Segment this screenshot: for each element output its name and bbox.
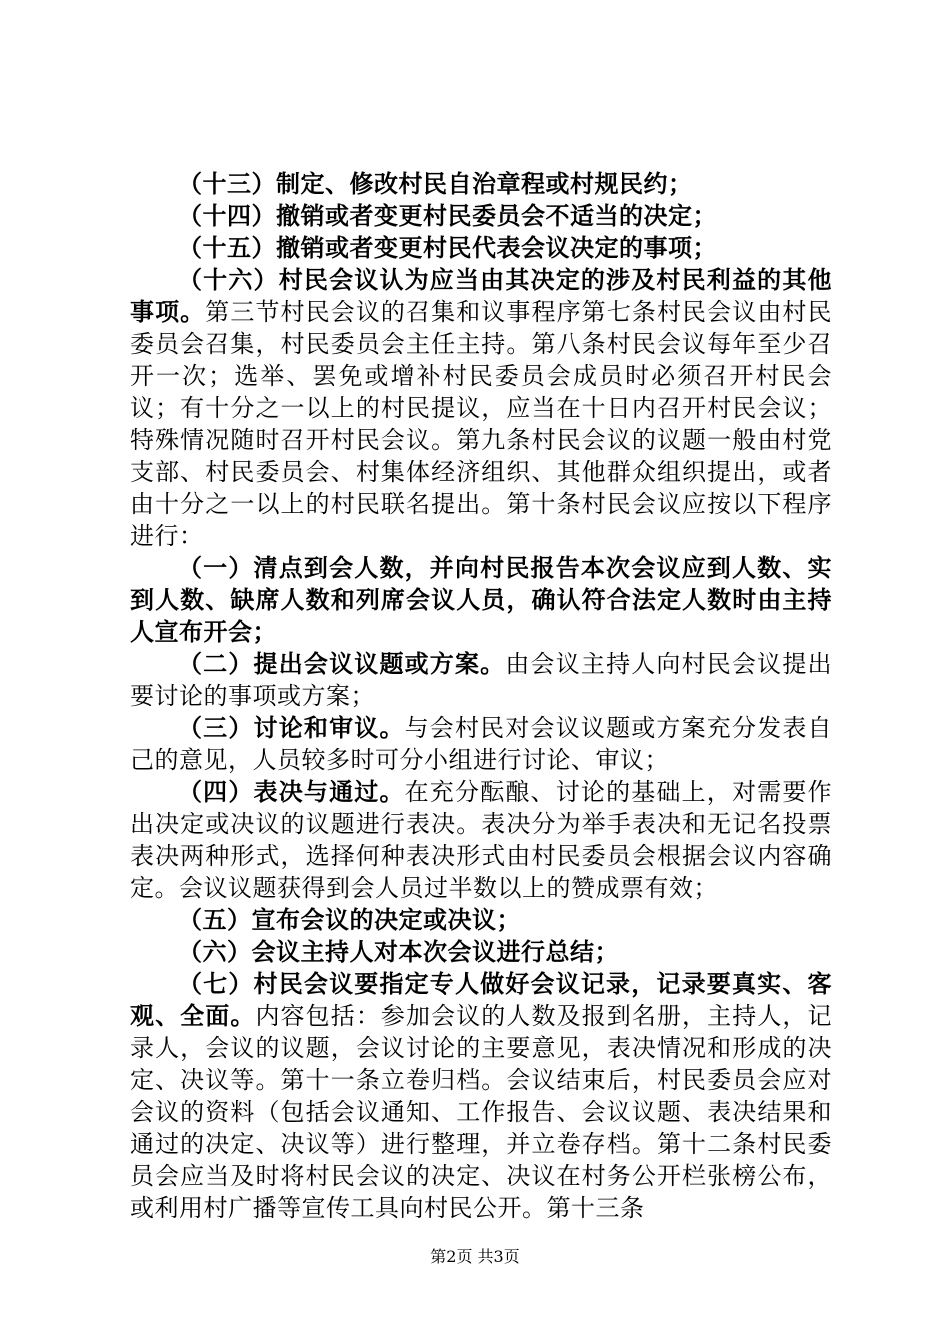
procedure-step-7: （七）村民会议要指定专人做好会议记录，记录要真实、客观、全面。内容包括：参加会议的人数及报到名册，主持人，记录人，会议的议题，会议讨论的主要意见，表决情况和形成的决定、决议等。第十一条立卷归档。会议结束后，村民委员会应对会议的资料（包括会议通知、工作报告、会议议题、表决结果和通过的决定、决议等）进行整理，并立卷存档。第十二条村民委员会应当及时将村民会议的决定、决议在村务公开栏张榜公布，或利用村广播等宣传工具向村民公开。第十三条	[130, 970, 833, 1222]
procedure-step-2: （二）提出会议议题或方案。由会议主持人向村民会议提出要讨论的事项或方案；	[130, 650, 833, 710]
document-body	[130, 168, 832, 1224]
paragraph-15: （十五）撤销或者变更村民代表会议决定的事项；	[178, 234, 717, 262]
procedure-step-4: （四）表决与通过。在充分酝酿、讨论的基础上，对需要作出决定或决议的议题进行表决。表决分为举手表决和无记名投票表决两种形式，选择何种表决形式由村民委员会根据会议内容确定。会议议题获得到会人员过半数以上的赞成票有效；	[130, 778, 833, 902]
procedure-step-5: （五）宣布会议的决定或决议；	[178, 906, 521, 934]
procedure-step-3: （三）讨论和审议。与会村民对会议议题或方案充分发表自己的意见，人员较多时可分小组进行讨论、审议；	[130, 714, 833, 774]
paragraph-16: （十六）村民会议认为应当由其决定的涉及村民利益的其他事项。第三节村民会议的召集和议事程序第七条村民会议由村民委员会召集，村民委员会主任主持。第八条村民会议每年至少召开一次；选举、罢免或增补村民委员会成员时必须召开村民会议；有十分之一以上的村民提议，应当在十日内召开村民会议；特殊情况随时召开村民会议。第九条村民会议的议题一般由村党支部、村民委员会、村集体经济组织、其他群众组织提出，或者由十分之一以上的村民联名提出。第十条村民会议应按以下程序进行：	[130, 266, 833, 550]
procedure-step-6: （六）会议主持人对本次会议进行总结；	[178, 938, 619, 966]
procedure-step-1: （一）清点到会人数，并向村民报告本次会议应到人数、实到人数、缺席人数和列席会议人员，确认符合法定人数时由主持人宣布开会；	[130, 554, 832, 646]
page-number-footer: 第2页 共3页	[430, 1247, 520, 1266]
paragraph-14: （十四）撤销或者变更村民委员会不适当的决定；	[178, 202, 717, 230]
paragraph-13: （十三）制定、修改村民自治章程或村规民约；	[178, 170, 693, 198]
